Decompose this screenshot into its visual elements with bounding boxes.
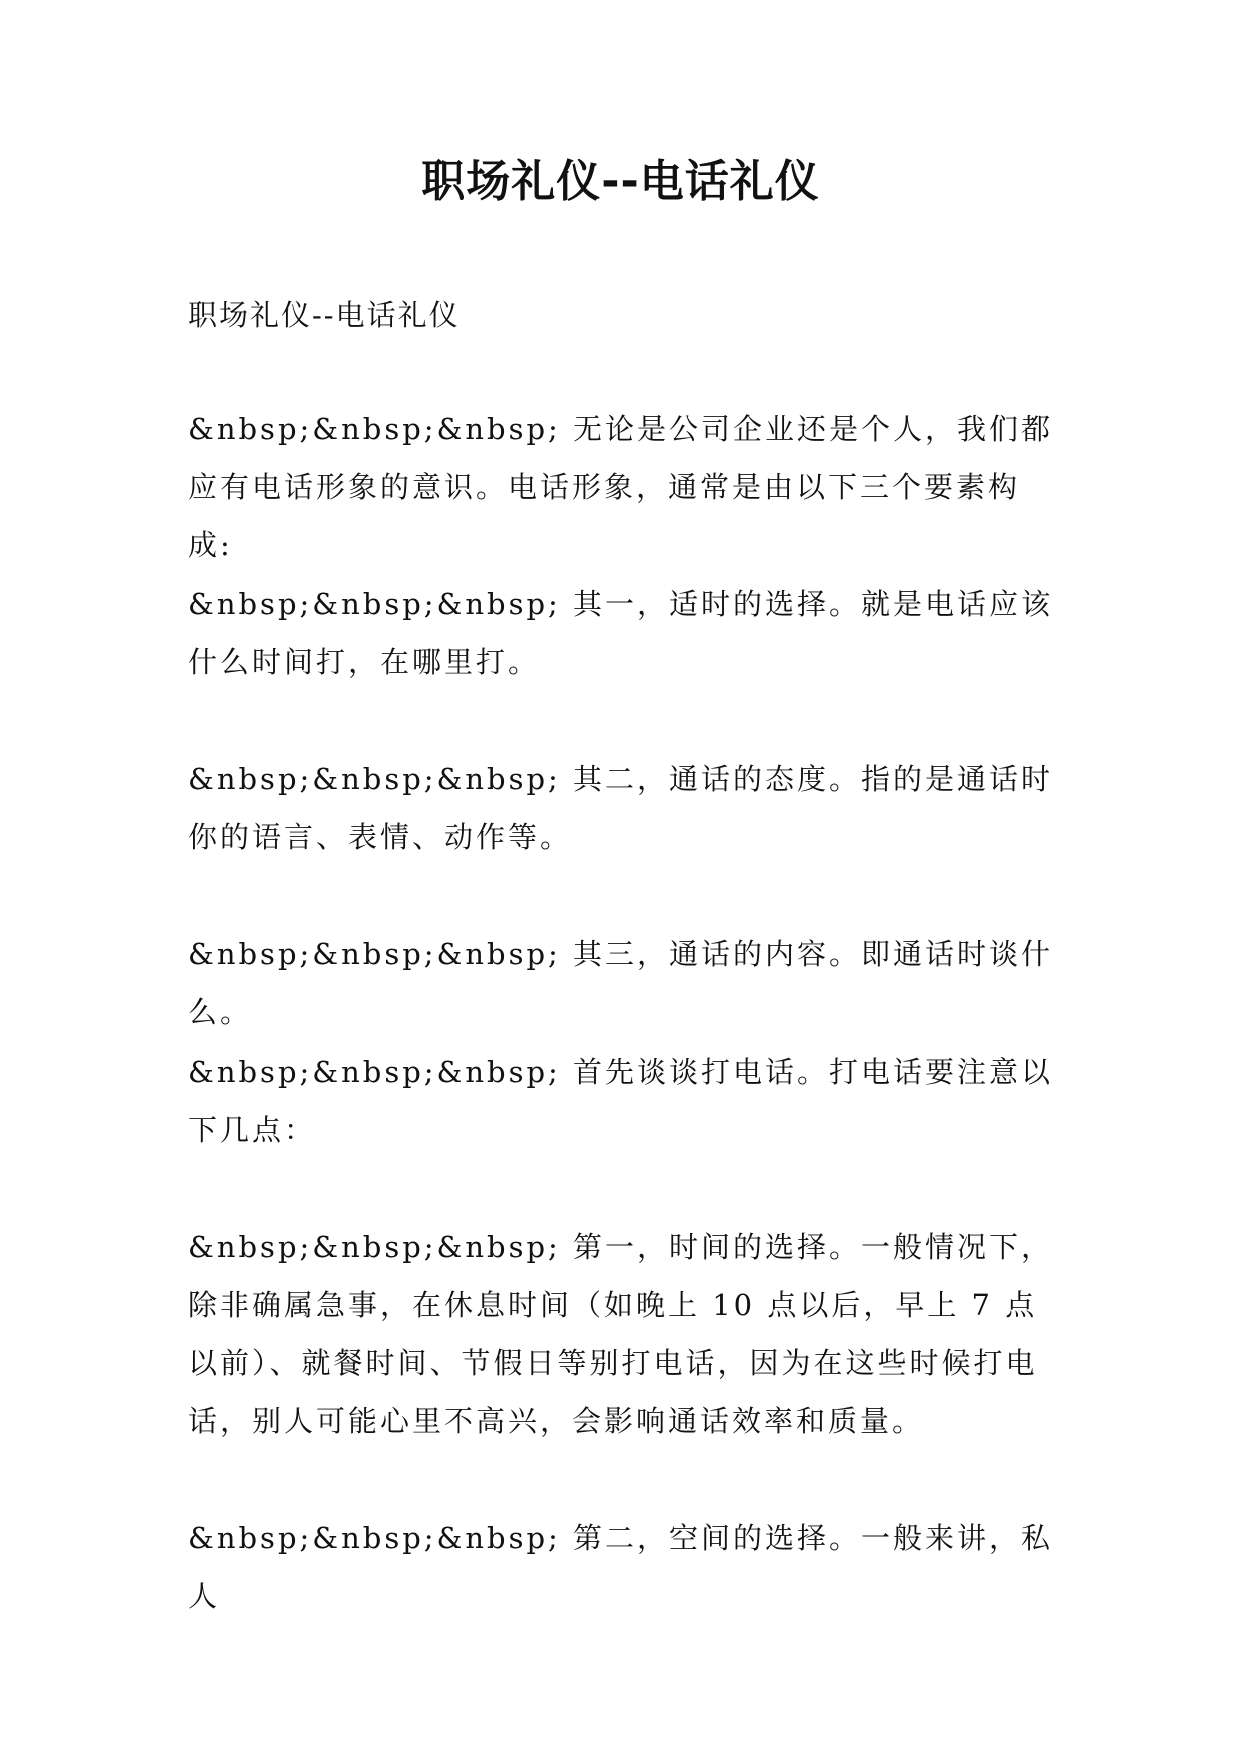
paragraph-phone-image: &nbsp;&nbsp;&nbsp; 无论是公司企业还是个人，我们都应有电话形象的意识。电话形象，通常是由以下三个要素构成: [188,412,1054,562]
paragraph-element-two: &nbsp;&nbsp;&nbsp; 其二，通话的态度。指的是通话时你的语言、表情、动作等。 [188,762,1054,854]
paragraph-element-one: &nbsp;&nbsp;&nbsp; 其一，适时的选择。就是电话应该什么时间打，在哪里打。 [188,587,1054,679]
page-title: 职场礼仪--电话礼仪 [421,156,820,207]
paragraph-element-three: &nbsp;&nbsp;&nbsp; 其三，通话的内容。即通话时谈什么。 [188,937,1054,1029]
paragraph-making-calls: &nbsp;&nbsp;&nbsp; 首先谈谈打电话。打电话要注意以下几点： [188,1055,1054,1147]
paragraph-time-choice: &nbsp;&nbsp;&nbsp; 第一，时间的选择。一般情况下，除非确属急事，在休息时间（如晚上 10 点以后，早上 7 点以前）、就餐时间、节假日等别打电话，因为在这些时候打电话，别人可能心里不高兴，会影响通话效率和质量。 [188,1230,1054,1438]
document-subtitle: 职场礼仪--电话礼仪 [188,298,460,332]
paragraph-space-choice: &nbsp;&nbsp;&nbsp; 第二，空间的选择。一般来讲，私人 [188,1521,1054,1613]
